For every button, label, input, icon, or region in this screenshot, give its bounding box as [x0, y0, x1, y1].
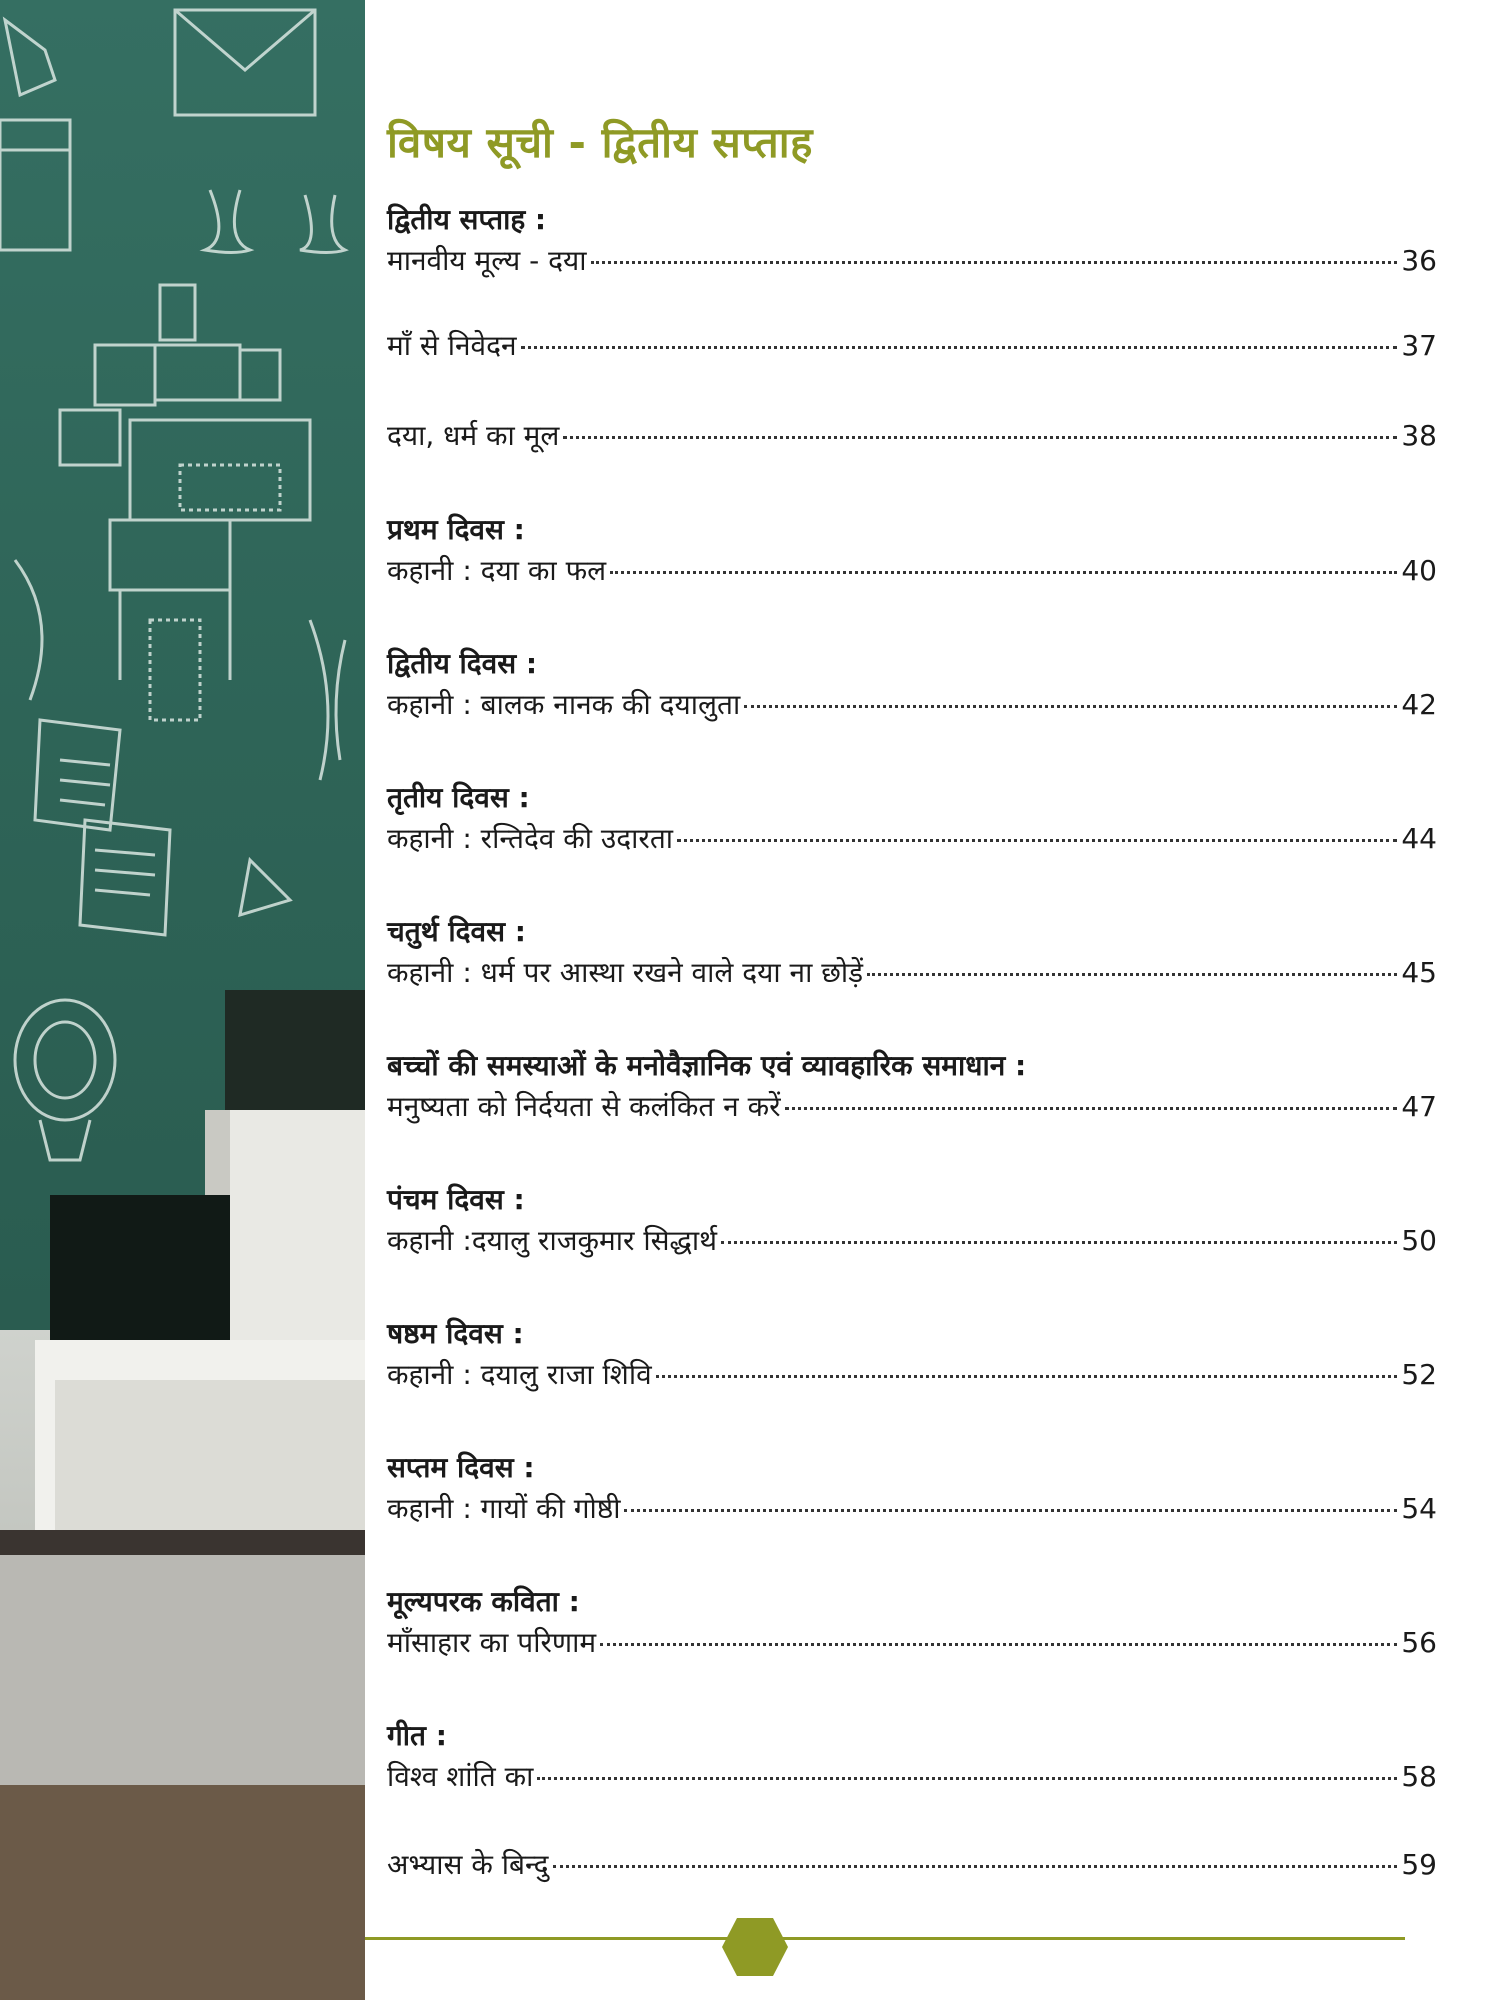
toc-item-title: दया, धर्म का मूल — [387, 419, 560, 452]
toc-entry — [387, 778, 1437, 860]
table-of-contents-page — [365, 0, 1500, 2000]
dot-leader — [677, 839, 1397, 842]
toc-section-heading: प्रथम दिवस : — [387, 513, 525, 546]
toc-page-number: 40 — [1401, 554, 1437, 587]
toc-entry — [387, 1716, 1437, 1798]
toc-page-number: 54 — [1401, 1492, 1437, 1525]
toc-page-number: 38 — [1401, 419, 1437, 452]
dot-leader — [656, 1375, 1398, 1378]
toc-entry — [387, 912, 1437, 994]
toc-entry — [387, 1448, 1437, 1530]
toc-section-heading: चतुर्थ दिवस : — [387, 915, 526, 948]
toc-entry — [387, 510, 1437, 592]
toc-row[interactable] — [387, 952, 1437, 994]
toc-page-number: 52 — [1401, 1358, 1437, 1391]
toc-item-title: कहानी : दयालु राजा शिवि — [387, 1358, 652, 1391]
hexagon-ornament-icon — [720, 1916, 790, 1978]
toc-row[interactable] — [387, 240, 1437, 282]
toc-section-heading: द्वितीय सप्ताह : — [387, 203, 547, 236]
dot-leader — [867, 973, 1397, 976]
dot-leader — [600, 1643, 1397, 1646]
toc-item-title: मानवीय मूल्य - दया — [387, 244, 587, 277]
toc-section-heading: पंचम दिवस : — [387, 1183, 525, 1216]
toc-row[interactable] — [387, 1220, 1437, 1262]
toc-section-heading: षष्ठम दिवस : — [387, 1317, 524, 1350]
toc-entry — [387, 644, 1437, 726]
toc-row[interactable] — [387, 818, 1437, 860]
toc-row[interactable] — [387, 1844, 1437, 1886]
toc-section-heading: बच्चों की समस्याओं के मनोवैज्ञानिक एवं व्यावहारिक समाधान : — [387, 1049, 1027, 1082]
toc-row[interactable] — [387, 1756, 1437, 1798]
toc-item-title: कहानी : रन्तिदेव की उदारता — [387, 822, 674, 855]
toc-row[interactable] — [387, 325, 1437, 367]
toc-section-heading: सप्तम दिवस : — [387, 1451, 535, 1484]
footer-rule — [365, 1937, 1405, 1940]
toc-page-number: 37 — [1401, 329, 1437, 362]
dot-leader — [610, 571, 1397, 574]
toc-row[interactable] — [387, 1488, 1437, 1530]
toc-page-number: 56 — [1401, 1626, 1437, 1659]
toc-item-title: कहानी : गायों की गोष्ठी — [387, 1492, 621, 1525]
dot-leader — [537, 1777, 1397, 1780]
toc-page-number: 59 — [1401, 1848, 1437, 1881]
toc-page-number: 45 — [1401, 956, 1437, 989]
page-title: विषय सूची - द्वितीय सप्ताह — [387, 118, 813, 167]
chalk-doodles-and-books-illustration — [0, 0, 365, 2000]
toc-section-heading: द्वितीय दिवस : — [387, 647, 538, 680]
toc-item-title: कहानी : दया का फल — [387, 554, 607, 587]
dot-leader — [721, 1241, 1397, 1244]
toc-item-title: कहानी : धर्म पर आस्था रखने वाले दया ना छोड़ें — [387, 956, 864, 989]
toc-page-number: 42 — [1401, 688, 1437, 721]
toc-item-title: माँ से निवेदन — [387, 329, 517, 362]
toc-page-number: 50 — [1401, 1224, 1437, 1257]
toc-page-number: 44 — [1401, 822, 1437, 855]
toc-entry — [387, 1180, 1437, 1262]
toc-item-title: विश्व शांति का — [387, 1760, 534, 1793]
toc-section-heading: गीत : — [387, 1719, 447, 1752]
dot-leader — [521, 346, 1398, 349]
toc-entry — [387, 325, 1437, 367]
toc-item-title: कहानी : बालक नानक की दयालुता — [387, 688, 741, 721]
toc-page-number: 47 — [1401, 1090, 1437, 1123]
toc-entry — [387, 415, 1437, 457]
toc-entry — [387, 1314, 1437, 1396]
toc-row[interactable] — [387, 1086, 1437, 1128]
dot-leader — [624, 1509, 1397, 1512]
toc-section-heading: मूल्यपरक कविता : — [387, 1585, 580, 1618]
toc-row[interactable] — [387, 415, 1437, 457]
decorative-photo-panel — [0, 0, 365, 2000]
toc-row[interactable] — [387, 1622, 1437, 1664]
toc-row[interactable] — [387, 550, 1437, 592]
dot-leader — [744, 705, 1397, 708]
dot-leader — [785, 1107, 1398, 1110]
toc-entry — [387, 1046, 1437, 1128]
toc-section-heading: तृतीय दिवस : — [387, 781, 530, 814]
toc-page-number: 36 — [1401, 244, 1437, 277]
toc-row[interactable] — [387, 684, 1437, 726]
dot-leader — [553, 1865, 1398, 1868]
toc-entry — [387, 1582, 1437, 1664]
toc-item-title: माँसाहार का परिणाम — [387, 1626, 597, 1659]
toc-page-number: 58 — [1401, 1760, 1437, 1793]
toc-item-title: कहानी :दयालु राजकुमार सिद्धार्थ — [387, 1224, 718, 1257]
toc-row[interactable] — [387, 1354, 1437, 1396]
toc-entry — [387, 200, 1437, 282]
toc-entry — [387, 1844, 1437, 1886]
toc-item-title: अभ्यास के बिन्दु — [387, 1848, 549, 1881]
toc-item-title: मनुष्यता को निर्दयता से कलंकित न करें — [387, 1090, 781, 1123]
dot-leader — [563, 436, 1397, 439]
dot-leader — [591, 261, 1398, 264]
